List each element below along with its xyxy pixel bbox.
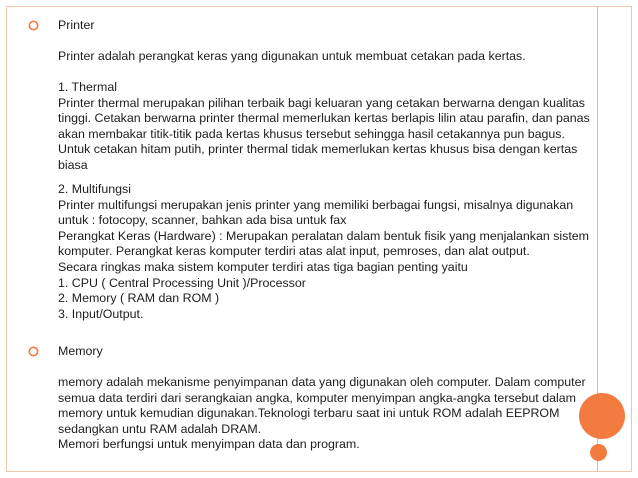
memory-heading: Memory (58, 344, 103, 358)
hollow-circle-bullet-icon (27, 19, 40, 32)
text-line: semua data terdiri dari serangkaian angka, komputer menyimpan angka-angka tersebut dalam (58, 390, 576, 405)
text-line: tinggi. Cetakan berwarna printer thermal memerlukan kertas berlapis lilin atau parafin, dan panas (58, 111, 590, 126)
printer-multifungsi-paragraph (58, 182, 598, 322)
text-line: Printer thermal merupakan pilihan terbaik bagi keluaran yang cetakan berwarna dengan kualitas (58, 95, 585, 110)
text-line: 1. Thermal (58, 80, 117, 94)
text-line: 3. Input/Output. (58, 306, 144, 321)
hollow-circle-bullet-icon (27, 345, 40, 358)
text-line: biasa (58, 157, 88, 172)
text-line: Secara ringkas maka sistem komputer terdiri atas tiga bagian penting yaitu (58, 259, 468, 274)
text-line: memory untuk kemudian digunakan.Teknologi terbaru saat ini untuk ROM adalah EEPROM (58, 406, 560, 421)
printer-heading: Printer (58, 18, 95, 32)
printer-thermal-paragraph (58, 80, 598, 174)
text-line: akan membakar titik-titik pada kertas khusus tersebut sehingga hasil cetakannya pun bagus. (58, 126, 565, 141)
memory-paragraph (58, 375, 598, 453)
text-line: 2. Multifungsi (58, 182, 132, 196)
text-line: Printer multifungsi merupakan jenis printer yang memiliki berbagai fungsi, misalnya digunakan (58, 197, 574, 212)
text-line: memory adalah mekanisme penyimpanan data yang digunakan oleh computer. Dalam computer (58, 375, 586, 389)
text-line: Memori berfungsi untuk menyimpan data dan program. (58, 437, 360, 452)
text-line: Perangkat Keras (Hardware) : Merupakan peralatan dalam bentuk fisik yang menjalankan sistem (58, 228, 590, 243)
text-line: Untuk cetakan hitam putih, printer thermal tidak memerlukan kertas khusus bisa dengan kertas (58, 142, 578, 157)
text-line: 2. Memory ( RAM dan ROM ) (58, 291, 220, 306)
text-line: untuk : fotocopy, scanner, bahkan ada bisa untuk fax (58, 213, 347, 228)
text-line: komputer. Perangkat keras komputer terdiri atas alat input, pemroses, dan alat output. (58, 244, 530, 259)
printer-intro: Printer adalah perangkat keras yang digunakan untuk membuat cetakan pada kertas. (58, 49, 526, 63)
text-line: sedangkan untu RAM adalah DRAM. (58, 421, 262, 436)
text-line: 1. CPU ( Central Processing Unit )/Processor (58, 275, 306, 290)
